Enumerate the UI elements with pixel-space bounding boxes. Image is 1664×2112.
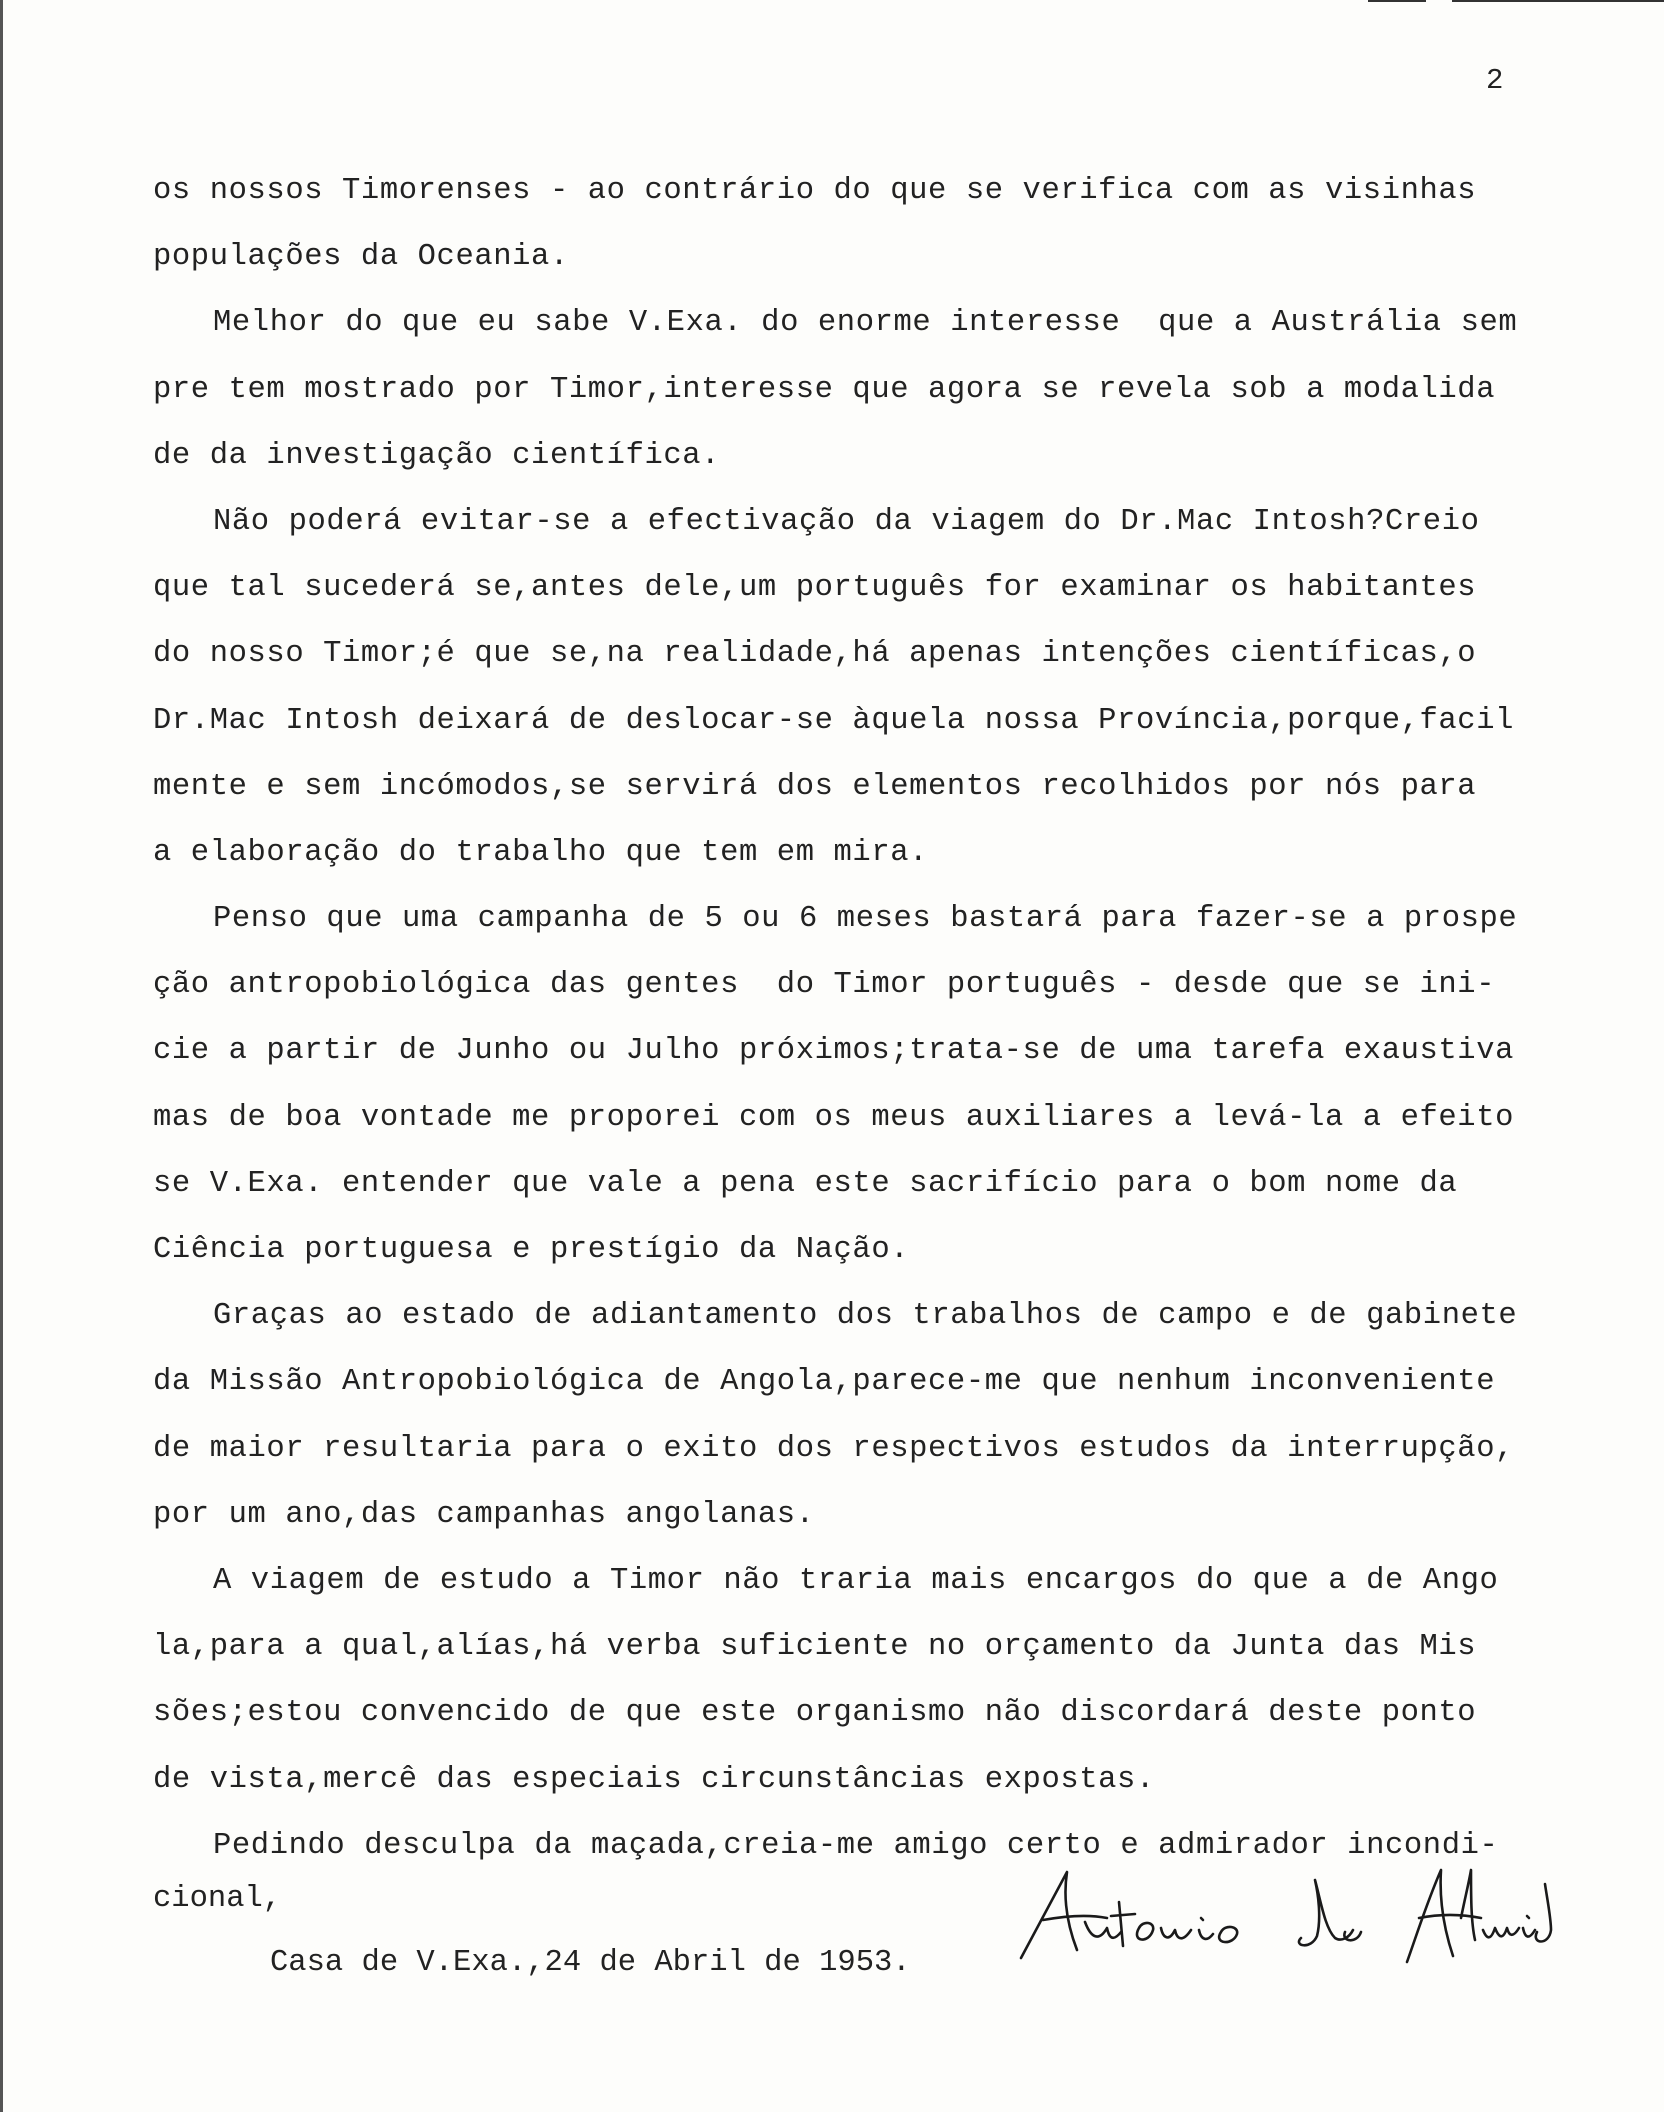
text-line: do nosso Timor;é que se,na realidade,há apenas intenções científicas,o [153, 637, 1477, 672]
handwritten-signature [1015, 1858, 1555, 1968]
top-edge-mark [1368, 0, 1426, 2]
signature-graphic [1015, 1858, 1555, 1968]
text-line: que tal sucederá se,antes dele,um português for examinar os habitantes [153, 571, 1477, 606]
text-line: Graças ao estado de adiantamento dos trabalhos de campo e de gabinete [213, 1299, 1518, 1334]
page-number: 2 [1486, 64, 1504, 97]
text-line: da Missão Antropobiológica de Angola,parece-me que nenhum inconveniente [153, 1365, 1496, 1400]
text-line: ção antropobiológica das gentes do Timor português - desde que se ini- [153, 968, 1496, 1003]
text-line: Penso que uma campanha de 5 ou 6 meses bastará para fazer-se a prospe [213, 902, 1518, 937]
text-line: de da investigação científica. [153, 438, 721, 473]
text-line: Dr.Mac Intosh deixará de deslocar-se àquela nossa Província,porque,facil [153, 703, 1515, 738]
text-line: la,para a qual,alías,há verba suficiente no orçamento da Junta das Mis [153, 1630, 1477, 1665]
text-line: cie a partir de Junho ou Julho próximos;trata-se de uma tarefa exaustiva [153, 1034, 1515, 1069]
text-line: Melhor do que eu sabe V.Exa. do enorme interesse que a Austrália sem [213, 306, 1518, 341]
text-line: Pedindo desculpa da maçada,creia-me amigo certo e admirador incondi- [213, 1828, 1499, 1863]
text-line: mente e sem incómodos,se servirá dos elementos recolhidos por nós para [153, 769, 1477, 804]
text-line: A viagem de estudo a Timor não traria mais encargos do que a de Ango [213, 1563, 1499, 1598]
text-line: por um ano,das campanhas angolanas. [153, 1497, 815, 1532]
top-edge-mark [1452, 0, 1664, 2]
text-line: se V.Exa. entender que vale a pena este sacrifício para o bom nome da [153, 1166, 1458, 1201]
letter-body [153, 158, 1553, 1879]
text-line: populações da Oceania. [153, 240, 569, 275]
text-line: de vista,mercê das especiais circunstâncias expostas. [153, 1762, 1155, 1797]
closing-line: cional, [153, 1882, 282, 1916]
text-line: de maior resultaria para o exito dos respectivos estudos da interrupção, [153, 1431, 1515, 1466]
text-line: Ciência portuguesa e prestígio da Nação. [153, 1233, 910, 1267]
text-line: pre tem mostrado por Timor,interesse que agora se revela sob a modalida [153, 372, 1496, 407]
page-edge [0, 0, 3, 2112]
text-line: Não poderá evitar-se a efectivação da viagem do Dr.Mac Intosh?Creio [213, 504, 1480, 539]
text-line: mas de boa vontade me proporei com os meus auxiliares a levá-la a efeito [153, 1100, 1515, 1135]
place-date: Casa de V.Exa.,24 de Abril de 1953. [270, 1946, 911, 1980]
text-line: sões;estou convencido de que este organismo não discordará deste ponto [153, 1696, 1477, 1731]
text-line: a elaboração do trabalho que tem em mira. [153, 835, 929, 870]
text-line: os nossos Timorenses - ao contrário do que se verifica com as visinhas [153, 174, 1477, 208]
